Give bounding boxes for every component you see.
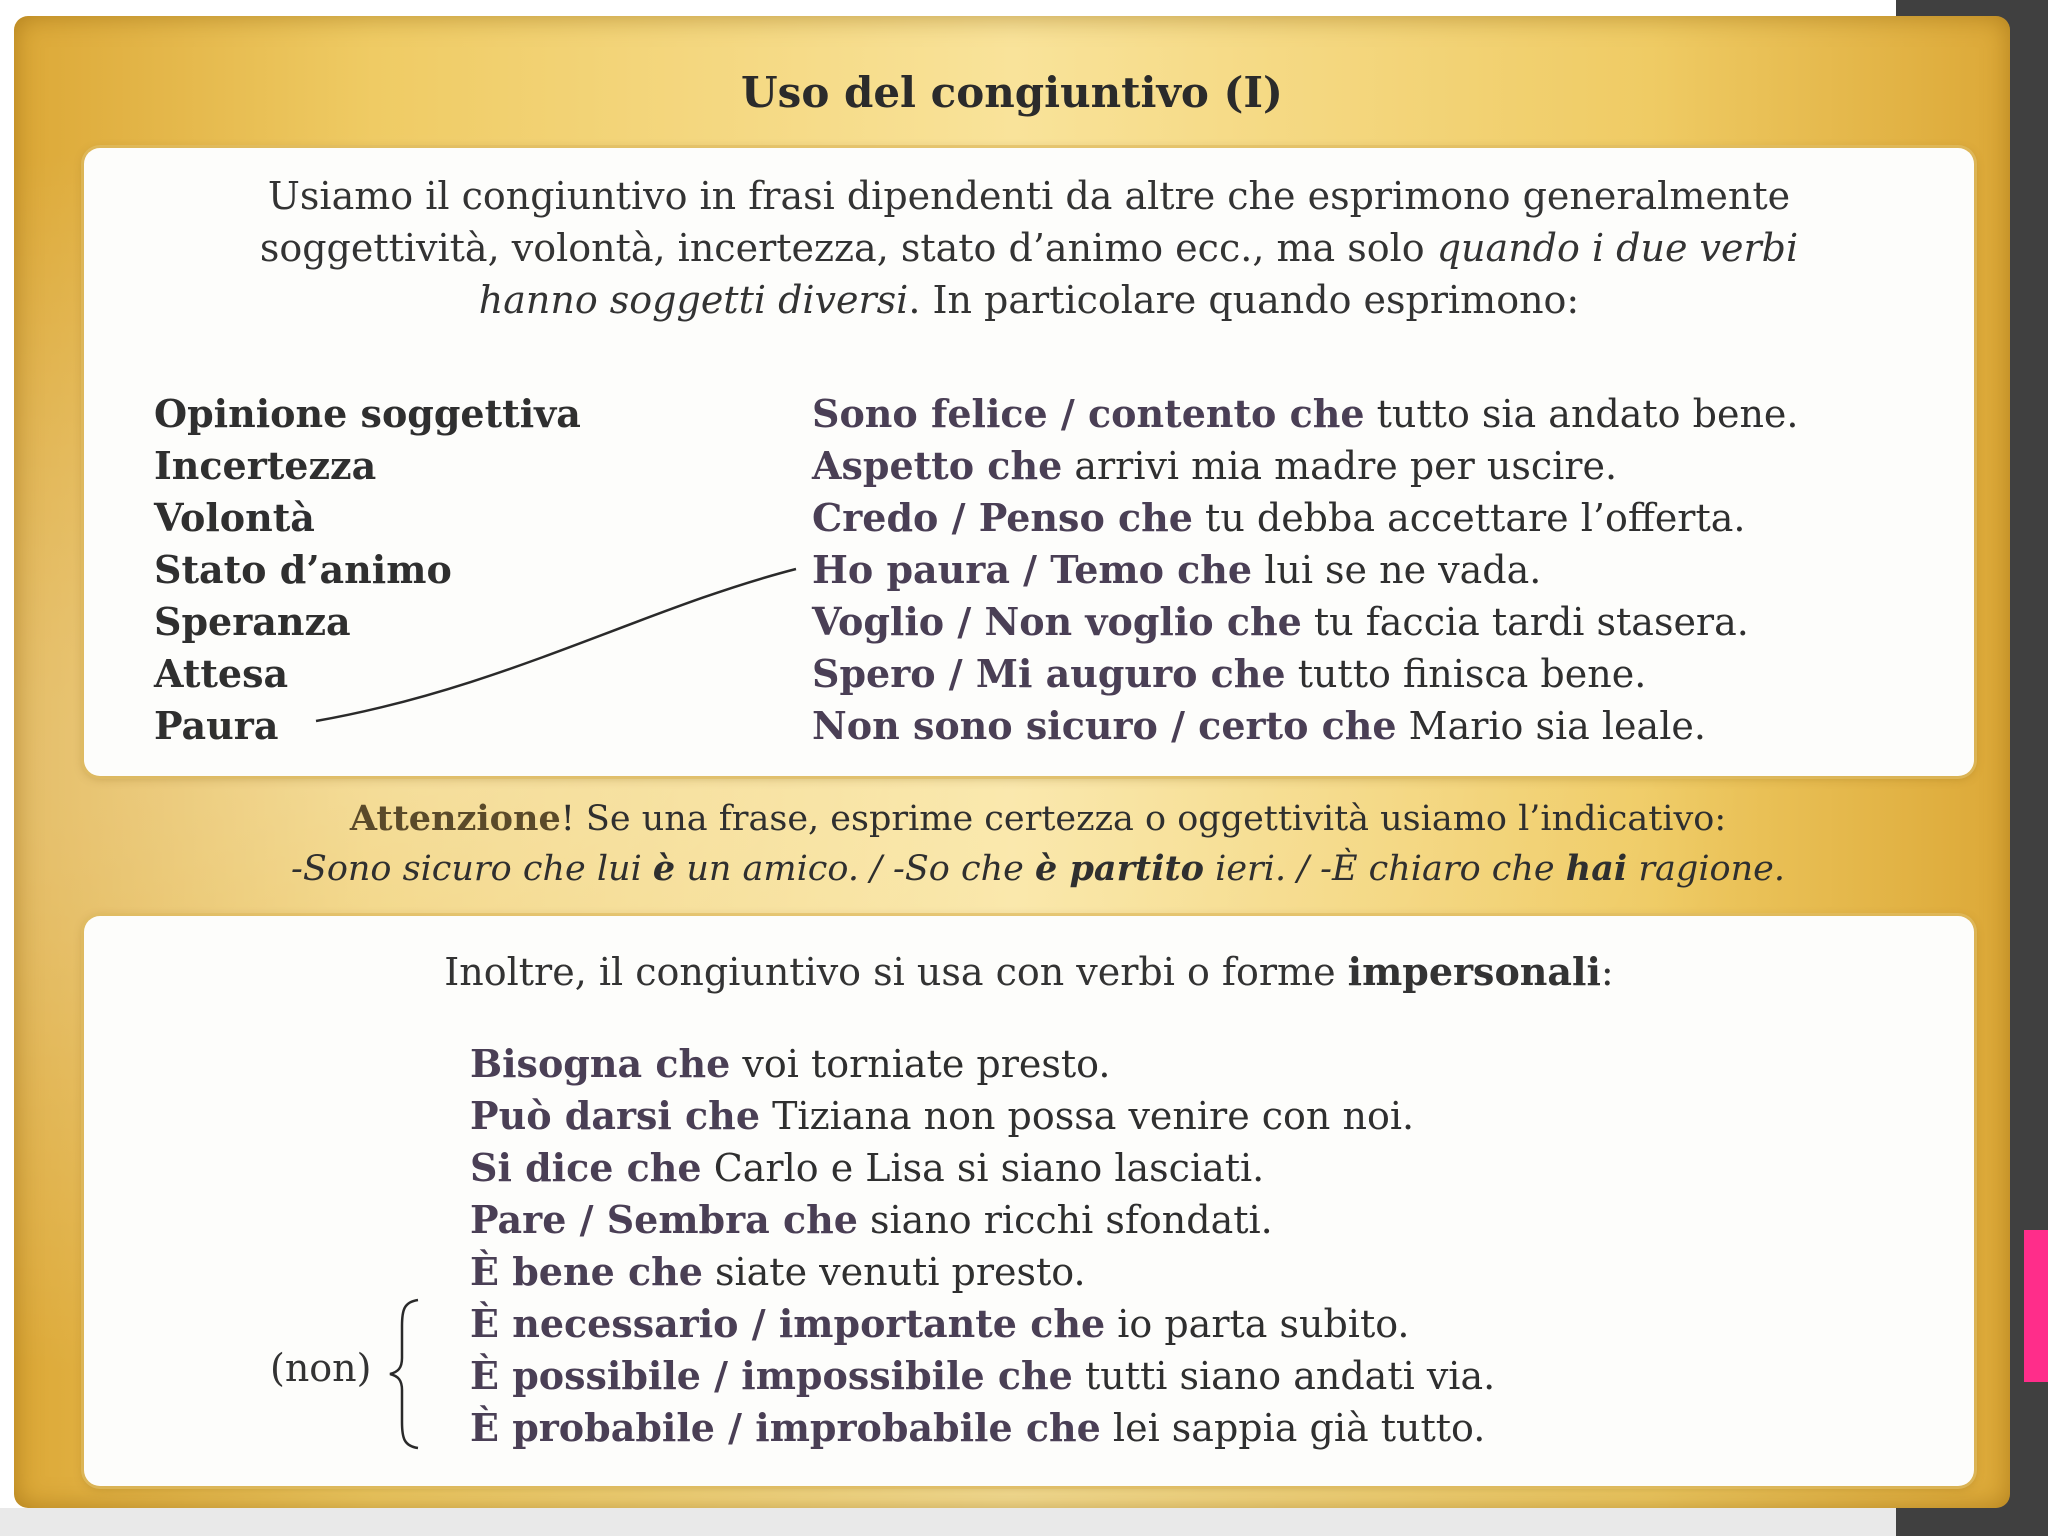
example-rest: arrivi mia madre per uscire. xyxy=(1062,444,1618,488)
example-list xyxy=(812,388,1798,752)
impersonal-rest: voi torniate presto. xyxy=(730,1042,1111,1086)
intro-part: . In particolare quando esprimono: xyxy=(908,278,1580,322)
impersonal-rest: siate venuti presto. xyxy=(702,1250,1086,1294)
impersonal-intro-bold: impersonali xyxy=(1347,949,1601,994)
non-label: (non) xyxy=(270,1346,372,1390)
category-item: Speranza xyxy=(154,599,351,644)
category-item: Incertezza xyxy=(154,443,377,488)
impersonal-rest: Carlo e Lisa si siano lasciati. xyxy=(701,1146,1265,1190)
example-bold: Aspetto che xyxy=(812,443,1063,488)
impersonal-intro xyxy=(84,946,1974,998)
impersonal-bold: È probabile / improbabile che xyxy=(470,1405,1101,1450)
impersonal-rest: tutti siano andati via. xyxy=(1072,1354,1496,1398)
impersonal-rest: io parta subito. xyxy=(1105,1302,1410,1346)
impersonal-item xyxy=(470,1298,1495,1350)
curly-brace-icon xyxy=(384,1296,424,1452)
impersonal-item xyxy=(470,1194,1495,1246)
intro-text xyxy=(204,170,1854,326)
intro-part: Usiamo il congiuntivo in frasi dipendenti da altre che esprimono generalmente soggettività, volontà, incertezza, stato d’animo ecc., ma solo xyxy=(259,174,1791,270)
intro-italic: quando i due verbi hanno soggetti diversi xyxy=(478,226,1799,322)
note-example-bold: è xyxy=(652,848,676,889)
note-line xyxy=(14,794,2048,844)
page-title: Uso del congiuntivo (I) xyxy=(741,68,1283,117)
bottom-strip xyxy=(0,1508,1896,1536)
note-example-text: ieri. / -È chiaro che xyxy=(1204,849,1566,889)
impersonal-rest: siano ricchi sfondati. xyxy=(857,1198,1273,1242)
example-item xyxy=(812,596,1798,648)
category-item: Attesa xyxy=(154,651,289,696)
example-item xyxy=(812,700,1798,752)
example-rest: Mario sia leale. xyxy=(1396,704,1706,748)
example-item xyxy=(812,544,1798,596)
category-item: Paura xyxy=(154,703,279,748)
rules-card xyxy=(84,148,1974,776)
example-bold: Voglio / Non voglio che xyxy=(812,599,1302,644)
note-example-text: -Sono sicuro che lui xyxy=(291,849,653,889)
impersonal-item xyxy=(470,1142,1495,1194)
note-examples xyxy=(14,844,2048,894)
impersonal-item xyxy=(470,1038,1495,1090)
example-bold: Non sono sicuro / certo che xyxy=(812,703,1397,748)
example-item xyxy=(812,388,1798,440)
example-item xyxy=(812,648,1798,700)
impersonal-item xyxy=(470,1090,1495,1142)
category-item: Opinione soggettiva xyxy=(154,391,581,436)
impersonal-bold: Può darsi che xyxy=(470,1093,760,1138)
grammar-panel xyxy=(14,16,2010,1508)
note-example-bold: hai xyxy=(1565,848,1628,889)
example-item xyxy=(812,492,1798,544)
attention-note xyxy=(14,794,2048,894)
impersonal-bold: Pare / Sembra che xyxy=(470,1197,858,1242)
impersonal-card xyxy=(84,916,1974,1486)
category-item: Volontà xyxy=(154,495,315,540)
impersonal-bold: Bisogna che xyxy=(470,1041,731,1086)
accent-tab xyxy=(2024,1230,2048,1382)
example-bold: Credo / Penso che xyxy=(812,495,1193,540)
note-title: Attenzione xyxy=(349,798,561,839)
impersonal-intro-end: : xyxy=(1600,950,1614,994)
impersonal-list xyxy=(470,1038,1495,1454)
category-list xyxy=(154,388,581,752)
impersonal-item xyxy=(470,1246,1495,1298)
example-rest: tu debba accettare l’offerta. xyxy=(1192,496,1746,540)
impersonal-rest: Tiziana non possa venire con noi. xyxy=(760,1094,1415,1138)
note-example-text: ragione. xyxy=(1627,849,1785,889)
impersonal-item xyxy=(470,1350,1495,1402)
example-bold: Spero / Mi auguro che xyxy=(812,651,1286,696)
impersonal-intro-text: Inoltre, il congiuntivo si usa con verbi o forme xyxy=(444,950,1348,994)
impersonal-bold: È bene che xyxy=(470,1249,703,1294)
example-rest: tutto finisca bene. xyxy=(1285,652,1647,696)
category-item: Stato d’animo xyxy=(154,547,452,592)
example-item xyxy=(812,440,1798,492)
example-bold: Ho paura / Temo che xyxy=(812,547,1253,592)
example-rest: tu faccia tardi stasera. xyxy=(1301,600,1749,644)
example-rest: lui se ne vada. xyxy=(1252,548,1542,592)
example-rest: tutto sia andato bene. xyxy=(1364,392,1799,436)
impersonal-bold: Si dice che xyxy=(470,1145,702,1190)
note-example-bold: è partito xyxy=(1034,848,1205,889)
note-example-text: un amico. / -So che xyxy=(675,849,1035,889)
impersonal-rest: lei sappia già tutto. xyxy=(1100,1406,1486,1450)
impersonal-bold: È possibile / impossibile che xyxy=(470,1353,1073,1398)
note-text: ! Se una frase, esprime certezza o oggettività usiamo l’indicativo: xyxy=(560,799,1727,839)
example-bold: Sono felice / contento che xyxy=(812,391,1365,436)
impersonal-item xyxy=(470,1402,1495,1454)
impersonal-bold: È necessario / importante che xyxy=(470,1301,1106,1346)
